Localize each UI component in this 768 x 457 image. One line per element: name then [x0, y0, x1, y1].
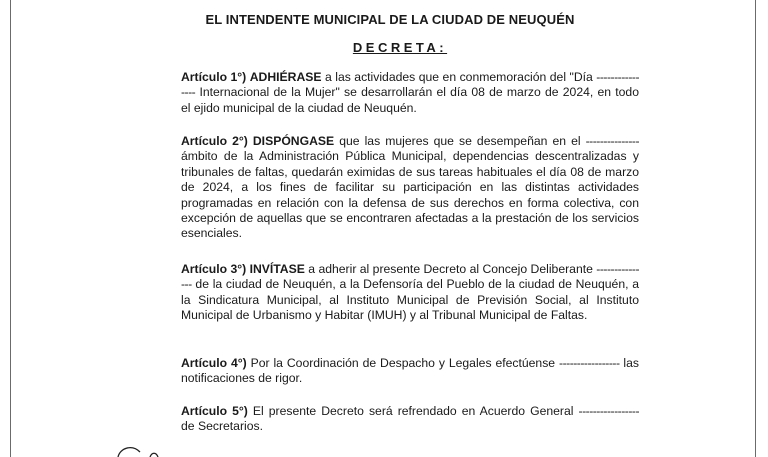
article-label: Artículo 3°): [181, 262, 247, 276]
article-2: [181, 134, 639, 242]
article-label: Artículo 5°): [181, 404, 248, 418]
article-label: Artículo 1°): [181, 70, 247, 84]
article-text: de Secretarios.: [181, 419, 263, 434]
article-keyword: INVÍTASE: [249, 262, 305, 276]
article-keyword: ADHIÉRASE: [249, 70, 322, 84]
article-text: a las actividades que en conmemoración del "Día: [321, 70, 593, 84]
page-left-edge: [10, 0, 11, 457]
article-text: El presente Decreto será refrendado en Acuerdo General: [247, 404, 574, 418]
article-label: Artículo 2°): [181, 134, 248, 148]
article-text: a adherir al presente Decreto al Concejo Deliberante: [304, 262, 593, 276]
article-text: Internacional de la Mujer" se desarrollarán el día 08 de marzo de 2024, en todo el ejido municipal de la ciudad de Neuquén.: [181, 85, 639, 115]
article-dashes: -----------------: [578, 404, 640, 418]
article-3: [181, 262, 639, 324]
article-keyword: DISPÓNGASE: [252, 134, 335, 148]
article-dashes: ---------------: [585, 134, 640, 148]
article-dashes: ---------------: [181, 262, 639, 292]
article-4: [181, 356, 639, 387]
decreta-title: DECRETA:: [352, 40, 448, 55]
article-text: de la ciudad de Neuquén, a la Defensoría del Pueblo de la ciudad de Neuquén, a la Sindicatura Municipal, al Instituto Municipal de Previsión Social, al Instituto Municipal de Urbanismo y Habitar (IMUH) y al Tribunal Municipal de Faltas.: [181, 277, 639, 323]
article-text: que las mujeres que se desempeñan en el: [334, 134, 581, 148]
article-text: Por la Coordinación de Despacho y Legales efectúense: [246, 356, 556, 370]
article-dashes: -----------------: [559, 356, 620, 370]
article-text: ámbito de la Administración Pública Municipal, dependencias descentralizadas y tribunales de faltas, quedarán eximidas de sus tareas habituales el día 08 de marzo de 2024, a los fines de facilitar su participación en las distintas actividades programadas en relación con la defensa de sus derechos en forma colectiva, con excepción de aquellas que se encontraren afectadas a la prestación de los servicios esenciales.: [181, 149, 639, 241]
document-heading: EL INTENDENTE MUNICIPAL DE LA CIUDAD DE NEUQUÉN: [205, 12, 575, 27]
signature-stroke: [110, 440, 190, 457]
page-right-edge: [755, 0, 756, 457]
article-text: las notificaciones de rigor.: [181, 356, 640, 386]
article-5: [181, 404, 639, 435]
article-1: [181, 70, 639, 116]
article-dashes: ----------------: [181, 70, 639, 100]
article-label: Artículo 4°): [181, 356, 247, 370]
